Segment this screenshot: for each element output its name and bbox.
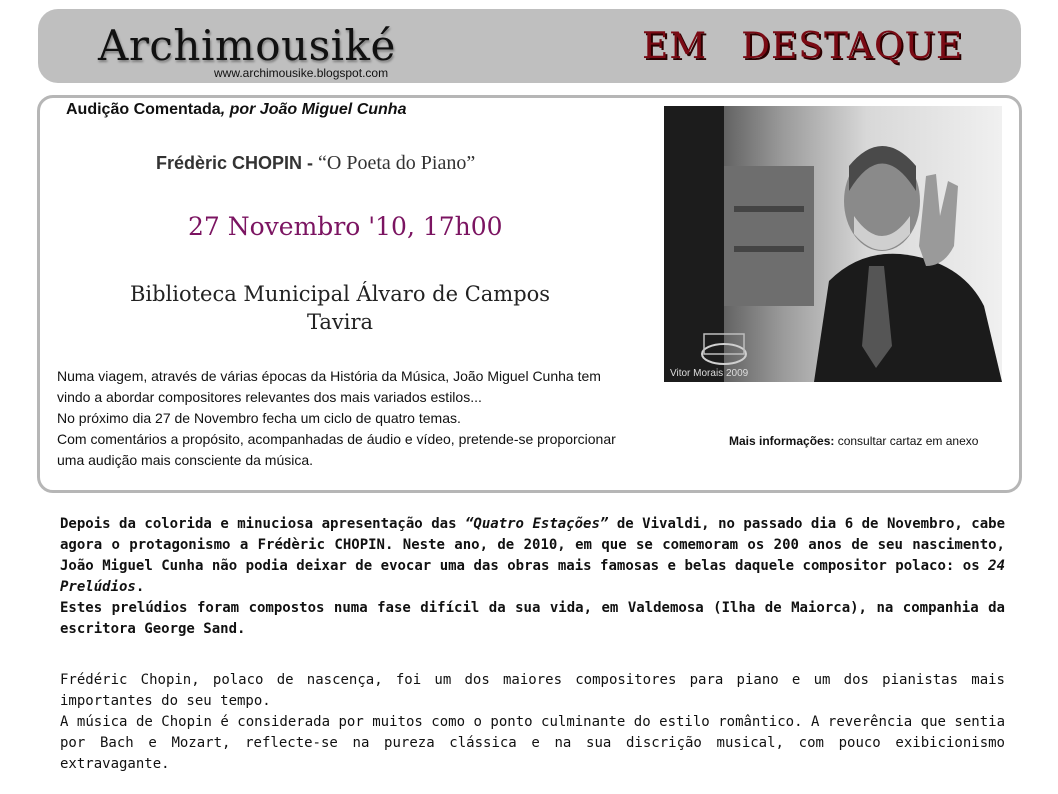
description-line: No próximo dia 27 de Novembro fecha um ciclo de quatro temas. [57, 410, 461, 426]
preludios-title: 24 Prelúdios [60, 558, 1005, 595]
description-line: Numa viagem, através de várias épocas da História da Música, João Miguel Cunha tem [57, 368, 601, 384]
speaker-photo-image [664, 106, 1002, 382]
event-type: Audição Comentada [66, 101, 221, 118]
more-info-label: Mais informações: [729, 434, 835, 448]
speaker-photo [664, 106, 1002, 382]
venue-name: Biblioteca Municipal Álvaro de Campos [129, 282, 551, 306]
paragraph-chopin [60, 670, 1005, 775]
composer-epithet: “O Poeta do Piano” [318, 152, 476, 174]
description-line: uma audição mais consciente da música. [57, 452, 314, 468]
paragraph-line: A música de Chopin é considerada por muitos como o ponto culminante do estilo romântico. A reverência que sentia por Bach e Mozart, reflecte-se na pureza clássica e na sua discrição musical, com pouco exibicionismo extravagante. [60, 714, 1005, 772]
event-description [57, 366, 637, 471]
paragraph-intro [60, 514, 1005, 640]
text-run: . [135, 579, 145, 595]
description-line: vindo a abordar compositores relevantes dos mais variados estilos... [57, 389, 482, 405]
event-date: 27 Novembro '10, 17h00 [188, 212, 503, 241]
venue-city: Tavira [306, 310, 374, 334]
section-heading-word-2: DESTAQUE [741, 26, 964, 67]
section-heading [642, 26, 963, 68]
event-venue [120, 280, 560, 336]
more-info [729, 434, 978, 448]
paragraph-line [60, 514, 1005, 598]
blog-title: Archimousiké [98, 21, 396, 70]
photo-credit: Vitor Morais 2009 [670, 368, 749, 379]
event-sep: , [220, 101, 230, 118]
paragraph-line: Frédéric Chopin, polaco de nascença, foi um dos maiores compositores para piano e um dos pianistas mais importantes do seu tempo. [60, 672, 1005, 709]
event-title [156, 152, 475, 175]
blog-url[interactable]: www.archimousike.blogspot.com [214, 66, 389, 80]
description-line: Com comentários a propósito, acompanhadas de áudio e vídeo, pretende-se proporcionar [57, 431, 616, 447]
event-author: por João Miguel Cunha [229, 101, 407, 118]
composer-name: Frédèric CHOPIN - [156, 153, 319, 173]
quatro-estacoes-title: “Quatro Estações” [464, 516, 609, 532]
text-run: Depois da colorida e minuciosa apresentação das [60, 516, 465, 532]
section-heading-word-1: EM [642, 26, 708, 67]
paragraph-line: Estes prelúdios foram compostos numa fase difícil da sua vida, em Valdemosa (Ilha de Maiorca), na companhia da escritora George Sand. [60, 600, 1005, 637]
text-run: de Vivaldi, no passado dia 6 de Novembro, cabe agora o protagonismo a Frédèric CHOPIN. Neste ano, de 2010, em que se comemoram os 200 anos de seu nascimento, João Miguel Cunha não podia deixar de evocar uma das obras mais famosas e belas daquele compositor polaco: os [60, 516, 1006, 574]
more-info-text: consultar cartaz em anexo [834, 434, 979, 448]
event-subtitle [66, 101, 406, 119]
